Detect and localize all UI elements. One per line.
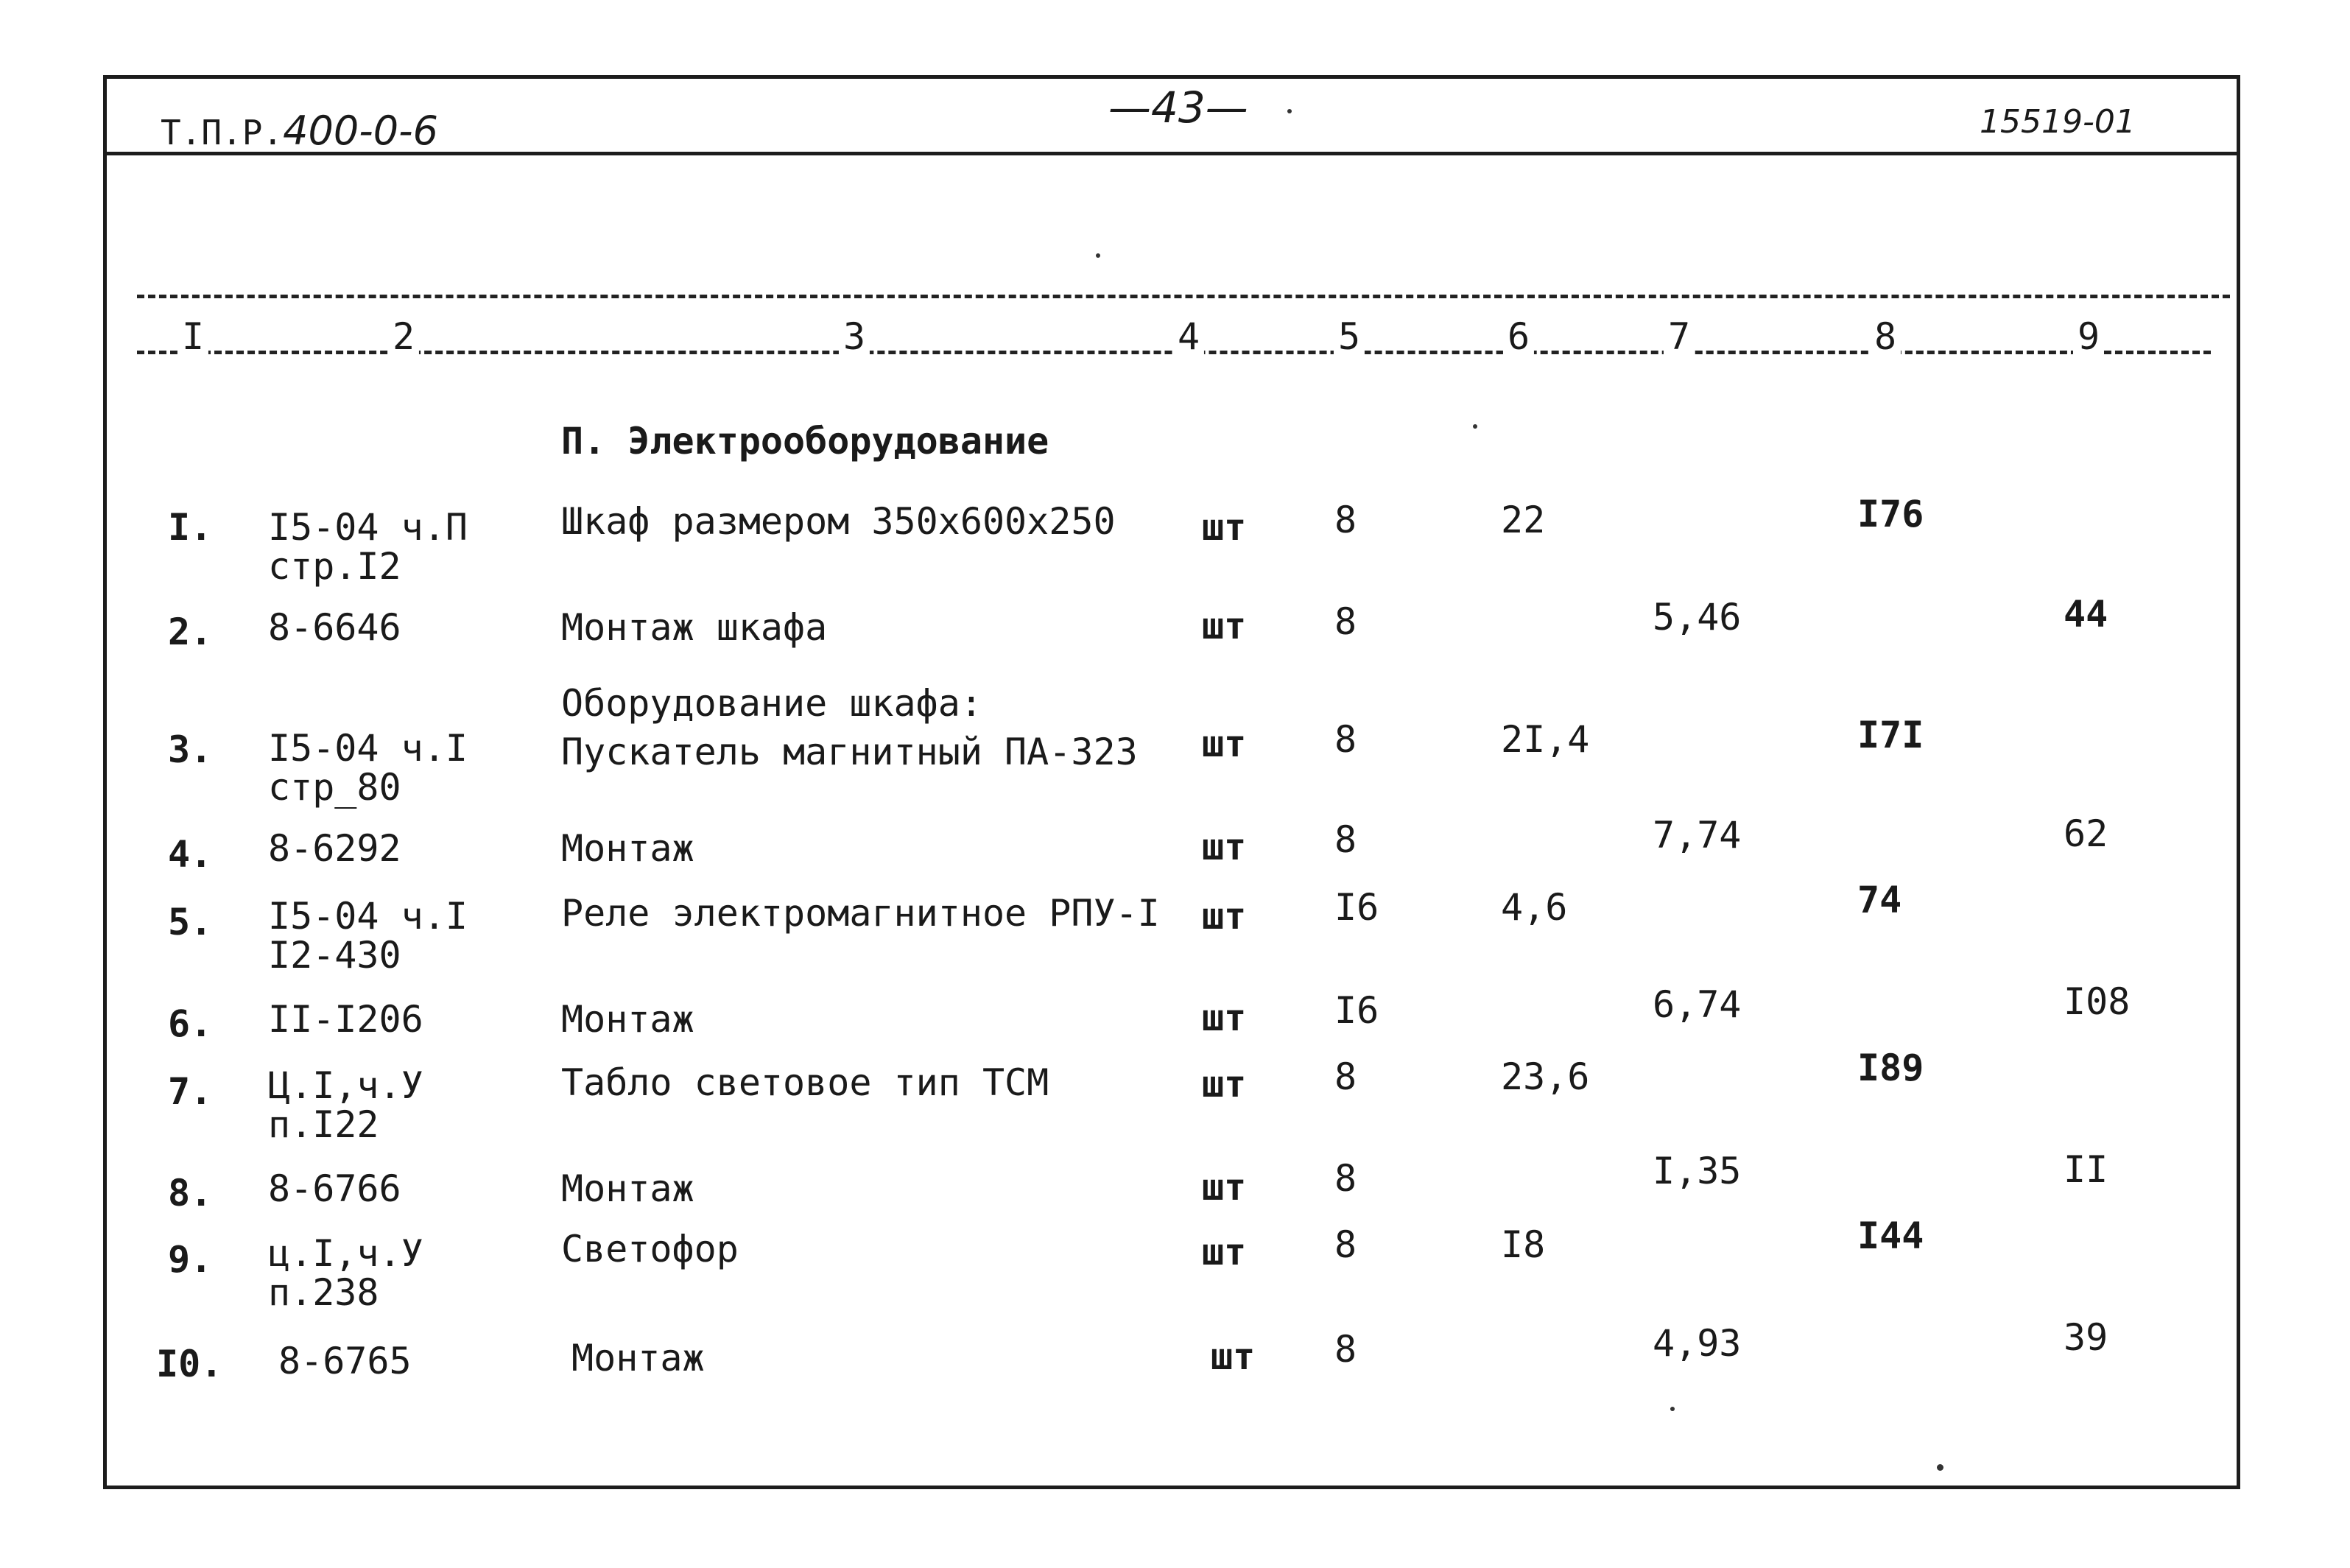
column-number-6: 6: [1503, 315, 1534, 358]
row-5-col6: 4,6: [1501, 886, 1568, 929]
row-10-code: 8-6765: [278, 1340, 412, 1382]
row-7-code: Ц.I,ч.У п.I22: [268, 1064, 423, 1146]
page-number: —43—: [1108, 82, 1248, 133]
row-7-unit: шт: [1202, 1063, 1247, 1105]
row-5-code: I5-04 ч.I I2-430: [268, 895, 468, 977]
row-8-unit: шт: [1202, 1166, 1247, 1209]
row-4-col5: 8: [1334, 818, 1357, 861]
row-8-name: Монтаж: [561, 1167, 694, 1210]
sheet-id: 15519-01: [1980, 103, 2136, 141]
row-7-col8: I89: [1857, 1047, 1924, 1089]
row-1-col5: 8: [1334, 499, 1357, 541]
row-5-col8: 74: [1857, 879, 1902, 921]
scan-speck: [1670, 1407, 1675, 1411]
row-2-col5: 8: [1334, 600, 1357, 643]
row-9-col5: 8: [1334, 1223, 1357, 1266]
row-1-unit: шт: [1202, 506, 1247, 549]
row-9-number: 9.: [168, 1238, 213, 1281]
doc-code-handwritten: 400-0-6: [283, 108, 438, 154]
row-9-code: ц.I,ч.У п.238: [268, 1232, 423, 1314]
row-4-number: 4.: [168, 833, 213, 876]
row-10-name: Монтаж: [571, 1337, 705, 1379]
row-8-number: 8.: [168, 1172, 213, 1214]
row-5-col5: I6: [1334, 886, 1379, 929]
row-1-col6: 22: [1501, 499, 1546, 541]
row-2-name: Монтаж шкафа: [561, 606, 828, 649]
section-title: П. Электрооборудование: [561, 420, 1049, 463]
row-3-number: 3.: [168, 728, 213, 771]
row-2-col7: 5,46: [1653, 596, 1742, 639]
row-10-col5: 8: [1334, 1328, 1357, 1371]
row-5-name: Реле электромагнитное РПУ-I: [561, 892, 1160, 935]
column-header-top-rule: [137, 295, 2230, 298]
row-9-unit: шт: [1202, 1231, 1247, 1273]
row-2-number: 2.: [168, 611, 213, 653]
row-2-code: 8-6646: [268, 606, 401, 649]
scan-speck: [1287, 109, 1292, 113]
row-4-name: Монтаж: [561, 827, 694, 870]
row-3-col8: I7I: [1857, 714, 1924, 756]
row-3-unit: шт: [1202, 723, 1247, 765]
row-3-code: I5-04 ч.I стр_80: [268, 727, 468, 809]
row-1-code: I5-04 ч.П стр.I2: [268, 506, 468, 588]
row-4-unit: шт: [1202, 826, 1247, 868]
row-7-number: 7.: [168, 1070, 213, 1113]
row-9-name: Светофор: [561, 1228, 739, 1270]
row-7-col6: 23,6: [1501, 1055, 1590, 1098]
row-3-name: Оборудование шкафа: Пускатель магнитный ПА-323: [561, 682, 1138, 773]
row-6-name: Монтаж: [561, 998, 694, 1041]
row-6-number: 6.: [168, 1002, 213, 1045]
row-8-code: 8-6766: [268, 1167, 401, 1210]
row-1-name: Шкаф размером 350x600x250: [561, 500, 1116, 543]
row-5-number: 5.: [168, 901, 213, 943]
row-9-col6: I8: [1501, 1223, 1546, 1266]
row-8-col7: I,35: [1653, 1150, 1742, 1192]
row-5-unit: шт: [1202, 895, 1247, 938]
row-6-col7: 6,74: [1653, 983, 1742, 1026]
column-number-1: I: [177, 315, 208, 358]
row-8-col9: II: [2064, 1148, 2108, 1191]
row-10-unit: шт: [1211, 1335, 1256, 1378]
scan-speck: [1473, 424, 1477, 429]
column-number-7: 7: [1664, 315, 1695, 358]
row-10-col7: 4,93: [1653, 1322, 1742, 1365]
column-number-4: 4: [1173, 315, 1204, 358]
row-6-code: II-I206: [268, 998, 423, 1041]
row-4-code: 8-6292: [268, 827, 401, 870]
row-6-unit: шт: [1202, 996, 1247, 1039]
row-1-number: I.: [168, 506, 213, 549]
row-4-col7: 7,74: [1653, 814, 1742, 857]
row-3-col6: 2I,4: [1501, 718, 1590, 761]
column-number-8: 8: [1870, 315, 1901, 358]
row-6-col5: I6: [1334, 989, 1379, 1032]
row-9-col8: I44: [1857, 1214, 1924, 1257]
row-7-name: Табло световое тип ТСМ: [561, 1061, 1049, 1104]
column-number-5: 5: [1334, 315, 1365, 358]
doc-code-prefix: Т.П.Р.: [161, 113, 284, 152]
row-7-col5: 8: [1334, 1055, 1357, 1098]
row-2-unit: шт: [1202, 605, 1247, 647]
row-8-col5: 8: [1334, 1157, 1357, 1200]
column-number-9: 9: [2073, 315, 2104, 358]
doc-code: [161, 108, 438, 154]
row-10-number: I0.: [156, 1343, 223, 1385]
row-2-col9: 44: [2064, 593, 2108, 636]
row-6-col9: I08: [2064, 980, 2131, 1023]
column-number-3: 3: [839, 315, 870, 358]
row-4-col9: 62: [2064, 812, 2108, 855]
row-1-col8: I76: [1857, 493, 1924, 535]
column-number-2: 2: [388, 315, 419, 358]
row-3-col5: 8: [1334, 718, 1357, 761]
scan-speck: [1937, 1464, 1943, 1471]
scan-speck: [1096, 253, 1100, 258]
row-10-col9: 39: [2064, 1316, 2108, 1359]
